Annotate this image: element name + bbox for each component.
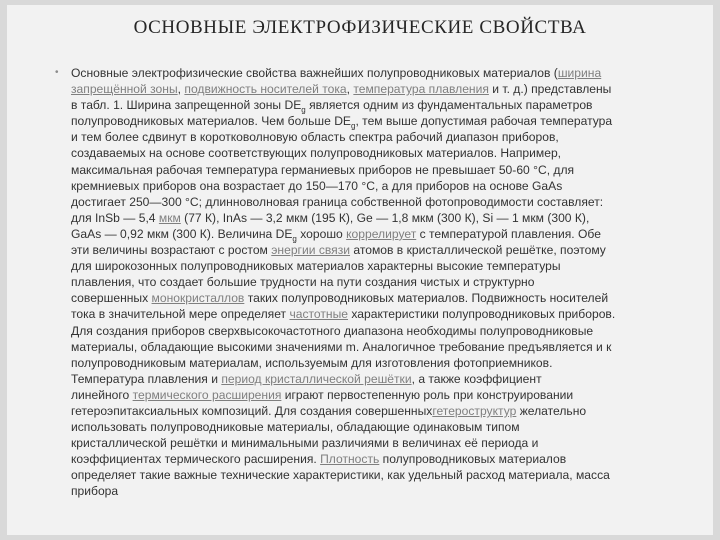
text-run: Основные электрофизические свойства важнейших полупроводниковых материалов ( xyxy=(71,66,558,80)
text-line: полупроводниковым материалам, используемым для изготовления фотоприемников. xyxy=(71,355,553,370)
text-line: максимальная рабочая температура германиевых приборов не превышает 50-60 °С, для xyxy=(71,162,575,177)
text-line xyxy=(71,387,689,403)
text-line: кристаллической решётки и минимальными различиями в величинах её периода и xyxy=(71,436,539,451)
text-line: создаваемых на основе соответствующих полупроводниковых материалов. Например, xyxy=(71,146,562,161)
link-binding-energy[interactable]: энергии связи xyxy=(271,243,351,258)
text-run: и т. д.) представлены xyxy=(488,82,612,97)
link-melting-point[interactable]: температура плавления xyxy=(353,82,489,97)
text-run: Температура плавления и xyxy=(71,371,222,386)
text-line: достигает 250—300 °С; длинноволновая граница собственной фотопроводимости составляет: xyxy=(71,194,604,209)
text-line: материалы, обладающие высокими значениями m. Аналогичное требование предъявляется и к xyxy=(71,339,612,354)
bullet-marker: • xyxy=(55,67,59,78)
text-line xyxy=(71,210,689,226)
link-frequency[interactable]: частотные xyxy=(289,307,349,322)
text-run: (77 К), InAs — 3,2 мкм (195 К), Ge — 1,8 мкм (300 К), Si — 1 мкм (300 К), xyxy=(180,210,590,225)
text-run: атомов в кристаллической решётке, поэтому xyxy=(350,243,606,258)
text-run: , xyxy=(177,82,185,97)
text-line: для широкозонных полупроводниковых материалов характерны высокие температуры xyxy=(71,259,561,274)
link-thermal-expansion[interactable]: термического расширения xyxy=(132,387,282,402)
text-line xyxy=(71,113,689,129)
text-line: прибора xyxy=(71,484,119,499)
slide xyxy=(7,5,713,535)
text-line: кремниевых приборов она возрастает до 150—170 °С, а для приборов на основе GaAs xyxy=(71,178,563,193)
text-line xyxy=(71,403,689,419)
text-run: гетероэпитаксиальных композиций. Для создания совершенных xyxy=(71,403,433,418)
text-line xyxy=(71,306,689,322)
link-lattice-period[interactable]: период кристаллической решётки xyxy=(221,371,412,386)
text-line xyxy=(71,371,689,387)
subscript: g xyxy=(351,121,356,131)
text-run: , xyxy=(346,82,354,97)
link-single-crystals[interactable]: монокристаллов xyxy=(151,291,245,306)
text-run: таких полупроводниковых материалов. Подвижность носителей xyxy=(244,291,609,306)
link-band-gap[interactable]: ширина xyxy=(557,66,602,80)
text-run: в табл. 1. Ширина запрещенной зоны DE xyxy=(71,98,302,113)
link-correlates[interactable]: коррелирует xyxy=(346,226,417,241)
text-run: полупроводниковых материалов. Чем больше DE xyxy=(71,114,351,129)
text-run: тока в значительной мере определяет xyxy=(71,307,290,322)
link-band-gap-cont[interactable]: запрещённой зоны xyxy=(71,82,178,97)
text-run: эти величины возрастают с ростом xyxy=(71,243,272,258)
text-run: играют первостепенную роль при конструировании xyxy=(281,387,574,402)
text-line xyxy=(71,226,689,242)
body-text xyxy=(71,65,689,500)
text-run: полупроводниковых материалов xyxy=(379,452,567,467)
text-line: Для создания приборов сверхвысокочастотного диапазона необходимы полупроводниковые xyxy=(71,323,594,338)
text-line xyxy=(71,242,689,258)
link-carrier-mobility[interactable]: подвижность носителей тока xyxy=(184,82,347,97)
text-run: хорошо xyxy=(296,226,347,241)
slide-title: ОСНОВНЫЕ ЭЛЕКТРОФИЗИЧЕСКИЕ СВОЙСТВА xyxy=(133,17,587,38)
text-run: является одним из фундаментальных параметров xyxy=(305,98,593,113)
text-line xyxy=(71,290,689,306)
text-run: , а также коэффициент xyxy=(411,371,542,386)
link-density[interactable]: Плотность xyxy=(320,452,380,467)
text-line xyxy=(71,97,689,113)
text-line: и тем более сдвинут в коротковолновую область спектра рабочий диапазон приборов, xyxy=(71,130,559,145)
text-line: определяет такие важные технические характеристики, как удельный расход материала, масса xyxy=(71,468,610,483)
text-line: использовать полупроводниковые материалы, обладающие одинаковым типом xyxy=(71,420,520,435)
text-run: совершенных xyxy=(71,291,152,306)
link-heterostructures[interactable]: гетероструктур xyxy=(432,403,517,418)
text-run: характеристики полупроводниковых приборов. xyxy=(348,307,616,322)
text-run: , тем выше допустимая рабочая температура xyxy=(355,114,613,129)
text-run: коэффициентах термического расширения. xyxy=(71,452,321,467)
text-line xyxy=(71,81,689,97)
text-line xyxy=(71,451,689,467)
text-run: линейного xyxy=(71,387,133,402)
text-run: для InSb — 5,4 xyxy=(71,210,159,225)
text-run: желательно xyxy=(516,403,587,418)
subscript: g xyxy=(292,234,297,244)
link-micrometer[interactable]: мкм xyxy=(158,210,181,225)
text-run: GaAs — 0,92 мкм (300 К). Величина DE xyxy=(71,226,293,241)
subscript: g xyxy=(301,105,306,115)
text-run: с температурой плавления. Обе xyxy=(416,226,601,241)
text-line: плавления, что создает большие трудности на пути создания чистых и структурно xyxy=(71,275,535,290)
text-line xyxy=(71,65,689,81)
